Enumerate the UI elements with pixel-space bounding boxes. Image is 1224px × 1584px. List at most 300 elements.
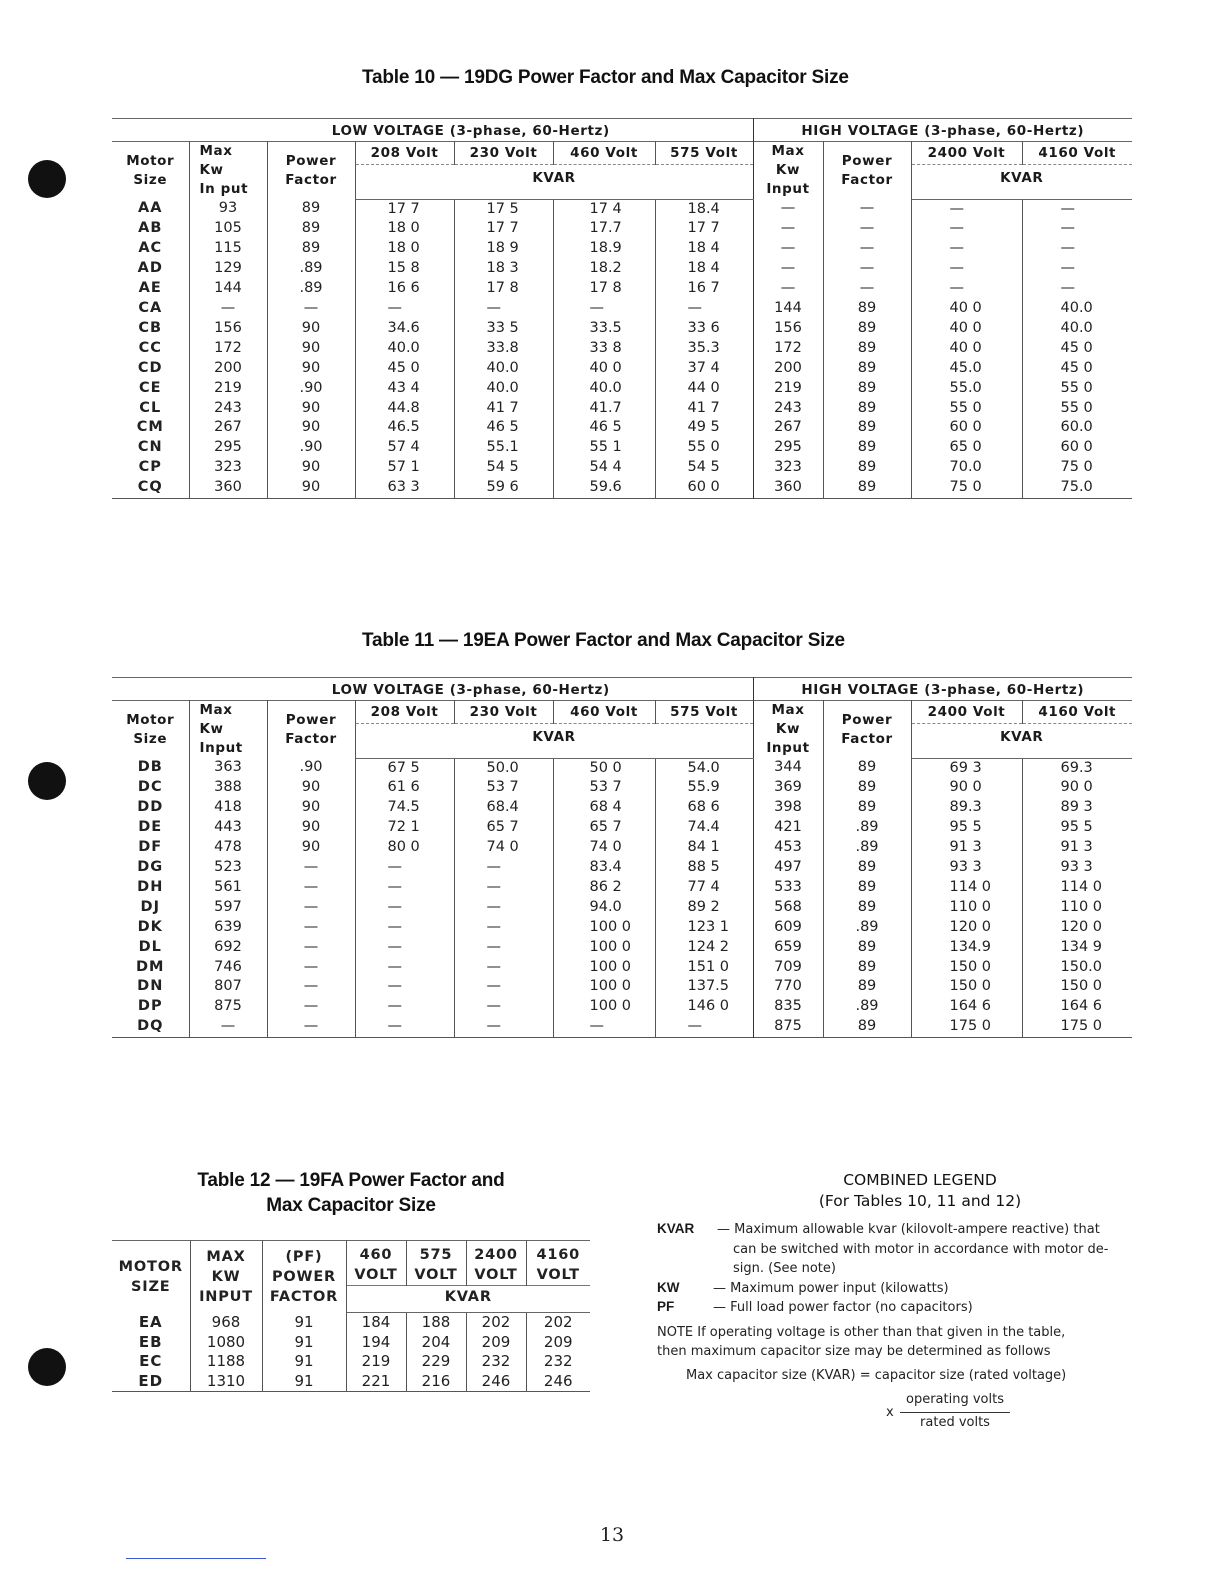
table-row	[112, 259, 1132, 279]
table-cell: 91 3	[1060, 839, 1093, 856]
table-cell: —	[553, 1017, 655, 1037]
table-row	[112, 399, 1132, 419]
table-cell: —	[454, 898, 553, 918]
table-cell: 770	[753, 977, 823, 997]
motor-size-cell: DJ	[112, 898, 189, 918]
table-cell: 229	[406, 1352, 466, 1372]
table-cell: 398	[753, 798, 823, 818]
table-row	[112, 977, 1132, 997]
col-230-volt: 230 Volt	[454, 701, 553, 724]
col-factor-label: Factor	[841, 730, 893, 747]
col-max-label: Max	[771, 143, 805, 159]
table-cell: —	[267, 918, 355, 938]
table-cell: 568	[753, 898, 823, 918]
table-cell: 61 6	[355, 778, 454, 798]
col-230-volt: 230 Volt	[454, 142, 553, 165]
table-cell: 46 5	[454, 418, 553, 438]
motor-size-cell: DL	[112, 938, 189, 958]
table-cell: 75.0	[1060, 479, 1093, 496]
table-12	[112, 1240, 590, 1392]
table-row	[112, 1017, 1132, 1037]
table-row	[112, 818, 1132, 838]
table-cell: 67 5	[355, 758, 454, 778]
table-cell: 91	[262, 1352, 346, 1372]
table-cell: 41 7	[454, 399, 553, 419]
table-cell: 875	[189, 997, 267, 1017]
table-cell: 40.0	[1060, 300, 1093, 317]
table-cell: —	[553, 299, 655, 319]
table-cell: 60 0	[1060, 439, 1093, 456]
table-cell: 18.9	[553, 239, 655, 259]
col-4160-volt: 4160 Volt	[1038, 703, 1117, 720]
motor-size-cell: DH	[112, 878, 189, 898]
table-cell: 1080	[190, 1333, 262, 1353]
col-208-volt: 208 Volt	[355, 701, 454, 724]
table-cell: 91	[262, 1313, 346, 1333]
legend-subtitle: (For Tables 10, 11 and 12)	[818, 1192, 1022, 1210]
table-cell: 267	[753, 418, 823, 438]
table-12-title	[112, 1168, 590, 1218]
table-cell: 746	[189, 958, 267, 978]
motor-size-cell: DK	[112, 918, 189, 938]
table-cell: 219	[189, 379, 267, 399]
table-11-title: Table 11 — 19EA Power Factor and Max Capacitor Size	[362, 630, 845, 651]
table-cell: 120 0	[911, 918, 1022, 938]
table-cell: —	[753, 239, 823, 259]
table-cell: 561	[189, 878, 267, 898]
table-cell: —	[655, 1017, 753, 1037]
table-cell: 93 3	[1060, 859, 1093, 876]
table-cell: 77 4	[655, 878, 753, 898]
table-cell: 150 0	[1060, 978, 1103, 995]
table-cell: 44.8	[355, 399, 454, 419]
table-cell: —	[454, 918, 553, 938]
table-row	[112, 958, 1132, 978]
table-cell: —	[655, 299, 753, 319]
table-cell: 114 0	[911, 878, 1022, 898]
table-cell: 33 8	[553, 339, 655, 359]
table-cell: 246	[543, 1371, 573, 1390]
table-cell: 69.3	[1060, 759, 1093, 776]
table-cell: 219	[346, 1352, 406, 1372]
legend-heading	[760, 1170, 1080, 1212]
motor-size-cell: DN	[112, 977, 189, 997]
table-cell: .90	[267, 758, 355, 778]
table-cell: 40.0	[454, 359, 553, 379]
table-cell: 89	[823, 478, 911, 498]
table-row	[112, 798, 1132, 818]
col-input-label: In put	[199, 181, 249, 197]
table-cell: 40 0	[911, 299, 1022, 319]
col-575: 575	[419, 1247, 453, 1263]
table-cell: —	[753, 279, 823, 299]
motor-size-cell: CC	[112, 339, 189, 359]
table-cell: 55.0	[911, 379, 1022, 399]
table-cell: 134.9	[911, 938, 1022, 958]
table-cell: 175 0	[1060, 1018, 1103, 1035]
table-cell: 150 0	[911, 977, 1022, 997]
table-cell: 709	[753, 958, 823, 978]
binder-hole	[28, 160, 66, 198]
table-cell: 59 6	[454, 478, 553, 498]
table-cell: 94.0	[553, 898, 655, 918]
table-cell: 360	[753, 478, 823, 498]
table-cell: 43 4	[355, 379, 454, 399]
col-kw-label: Kw	[199, 162, 224, 178]
table-cell: 60 0	[911, 418, 1022, 438]
table-cell: 89	[823, 319, 911, 339]
table-cell: 609	[753, 918, 823, 938]
table-cell: 75 0	[1060, 459, 1093, 476]
table-cell: 15 8	[355, 259, 454, 279]
table-cell: 55.1	[454, 438, 553, 458]
table-cell: 68 4	[553, 798, 655, 818]
table-cell: —	[189, 299, 267, 319]
table-row	[112, 319, 1132, 339]
table-cell: —	[267, 958, 355, 978]
table-cell: —	[355, 938, 454, 958]
legend-title: COMBINED LEGEND	[843, 1171, 997, 1189]
table-row	[112, 778, 1132, 798]
col-max-label: Max	[199, 143, 233, 159]
table-12-title-line1: Table 12 — 19FA Power Factor and	[197, 1170, 505, 1191]
table-cell: 93	[189, 199, 267, 219]
col-power-label: Power	[285, 152, 337, 169]
table-cell: .90	[267, 379, 355, 399]
table-cell: 89 3	[1060, 799, 1093, 816]
kvar-label-low: KVAR	[355, 724, 753, 750]
table-cell: 202	[466, 1313, 526, 1333]
col-kw-label: Kw	[775, 162, 801, 178]
table-row	[112, 219, 1132, 239]
motor-size-cell: DF	[112, 838, 189, 858]
table-cell: 323	[189, 458, 267, 478]
legend-kvar-key: KVAR	[657, 1221, 695, 1236]
table-cell: 89	[823, 878, 911, 898]
table-row	[112, 438, 1132, 458]
motor-size-cell: EB	[112, 1333, 190, 1353]
motor-size-cell: AE	[112, 279, 189, 299]
table-cell: 533	[753, 878, 823, 898]
col-input-label: Input	[199, 740, 243, 756]
table-cell: 40.0	[355, 339, 454, 359]
table-cell: 55 0	[655, 438, 753, 458]
table-cell: 89 2	[655, 898, 753, 918]
table-cell: 40 0	[911, 339, 1022, 359]
table-cell: —	[355, 918, 454, 938]
table-cell: 144	[189, 279, 267, 299]
col-size-label: SIZE	[131, 1278, 171, 1295]
table-cell: —	[454, 958, 553, 978]
col-pf-label: (PF)	[285, 1248, 323, 1265]
motor-size-cell: CL	[112, 399, 189, 419]
motor-size-cell: CD	[112, 359, 189, 379]
col-power-label: Power	[841, 152, 893, 169]
table-cell: 65 7	[454, 818, 553, 838]
table-cell: 209	[543, 1332, 573, 1351]
table-cell: —	[823, 199, 911, 219]
table-cell: 55.9	[655, 778, 753, 798]
col-max-label: MAX	[206, 1248, 246, 1265]
motor-size-cell: AC	[112, 239, 189, 259]
table-cell: 18 4	[655, 259, 753, 279]
table-cell: —	[355, 858, 454, 878]
table-cell: 41.7	[553, 399, 655, 419]
table-row	[112, 1352, 590, 1372]
table-cell: 267	[189, 418, 267, 438]
table-cell: 49 5	[655, 418, 753, 438]
table-cell: .89	[267, 279, 355, 299]
table-cell: —	[454, 1017, 553, 1037]
table-cell: 54.0	[655, 758, 753, 778]
table-cell: 40 0	[553, 359, 655, 379]
table-row	[112, 339, 1132, 359]
table-cell: 16 7	[655, 279, 753, 299]
table-cell: 200	[189, 359, 267, 379]
table-cell: 659	[753, 938, 823, 958]
table-row	[112, 478, 1132, 498]
table-cell: 83.4	[553, 858, 655, 878]
page-number: 13	[599, 1524, 625, 1546]
table-cell: —	[267, 898, 355, 918]
motor-size-cell: CM	[112, 418, 189, 438]
table-cell: 184	[346, 1313, 406, 1333]
table-cell: 40.0	[454, 379, 553, 399]
table-cell: 68.4	[454, 798, 553, 818]
table-cell: 323	[753, 458, 823, 478]
col-input-label: Input	[766, 740, 810, 756]
table-cell: 369	[753, 778, 823, 798]
table-cell: 89	[823, 977, 911, 997]
table-cell: 150 0	[911, 958, 1022, 978]
table-cell: —	[1060, 280, 1075, 297]
table-cell: 89	[267, 239, 355, 259]
legend-formula-left: Max capacitor size (KVAR) = capacitor size (rated voltage)	[686, 1368, 1067, 1383]
table-cell: 146 0	[655, 997, 753, 1017]
motor-size-cell: CE	[112, 379, 189, 399]
table-cell: 60.0	[1060, 419, 1093, 436]
table-cell: 807	[189, 977, 267, 997]
table-cell: 243	[189, 399, 267, 419]
table-cell: 70.0	[911, 458, 1022, 478]
table-cell: 17 4	[553, 199, 655, 219]
table-cell: 80 0	[355, 838, 454, 858]
table-cell: —	[911, 279, 1022, 299]
table-cell: 55 0	[1060, 379, 1093, 396]
table-row	[112, 838, 1132, 858]
col-motor-label: Motor	[126, 152, 175, 169]
col-460-volt: 460 Volt	[553, 701, 655, 724]
table-cell: 65 0	[911, 438, 1022, 458]
table-cell: 123 1	[655, 918, 753, 938]
table-cell: 188	[406, 1313, 466, 1333]
table-cell: 45 0	[1060, 339, 1093, 356]
table-cell: 144	[753, 299, 823, 319]
table-cell: 835	[753, 997, 823, 1017]
table-cell: —	[911, 199, 1022, 219]
legend-kvar-line2: can be switched with motor in accordance with motor de-	[733, 1242, 1109, 1257]
col-size-label: Size	[133, 730, 168, 747]
col-power-label: Power	[841, 711, 893, 728]
table-cell: —	[823, 219, 911, 239]
motor-size-cell: CB	[112, 319, 189, 339]
table-row	[112, 918, 1132, 938]
table-cell: 164 6	[911, 997, 1022, 1017]
table-cell: 443	[189, 818, 267, 838]
table-cell: 17 7	[454, 219, 553, 239]
col-4160: 4160	[536, 1247, 581, 1263]
legend-note-line2: then maximum capacitor size may be determined as follows	[657, 1344, 1051, 1359]
legend-kw-key: KW	[657, 1280, 680, 1295]
table-row	[112, 758, 1132, 778]
table-cell: 45 0	[1060, 359, 1093, 376]
low-voltage-header: LOW VOLTAGE (3-phase, 60-Hertz)	[189, 678, 753, 701]
table-cell: 89	[267, 219, 355, 239]
legend-kvar-line3: sign. (See note)	[733, 1261, 836, 1276]
motor-size-cell: CN	[112, 438, 189, 458]
table-cell: 50.0	[454, 758, 553, 778]
table-cell: 692	[189, 938, 267, 958]
col-208-volt: 208 Volt	[355, 142, 454, 165]
col-power-label: Power	[285, 711, 337, 728]
table-cell: 478	[189, 838, 267, 858]
table-cell: 100 0	[553, 997, 655, 1017]
table-cell: —	[753, 219, 823, 239]
motor-size-cell: ED	[112, 1372, 190, 1392]
table-cell: 72 1	[355, 818, 454, 838]
table-cell: 40 0	[911, 319, 1022, 339]
table-cell: 17 5	[454, 199, 553, 219]
col-460: 460	[359, 1247, 393, 1263]
table-cell: —	[267, 858, 355, 878]
table-cell: 295	[753, 438, 823, 458]
table-cell: 243	[753, 399, 823, 419]
table-cell: 151 0	[655, 958, 753, 978]
table-cell: 89.3	[911, 798, 1022, 818]
motor-size-cell: DB	[112, 758, 189, 778]
table-cell: 90	[267, 778, 355, 798]
col-max-label: Max	[771, 702, 805, 718]
low-voltage-header: LOW VOLTAGE (3-phase, 60-Hertz)	[189, 119, 753, 142]
table-cell: 216	[406, 1372, 466, 1392]
motor-size-cell: DD	[112, 798, 189, 818]
table-cell: —	[454, 299, 553, 319]
motor-size-cell: EC	[112, 1352, 190, 1372]
table-cell: 33 6	[655, 319, 753, 339]
table-cell: 90 0	[911, 778, 1022, 798]
table-cell: 17 7	[355, 199, 454, 219]
table-cell: 18 9	[454, 239, 553, 259]
col-volt: VOLT	[414, 1267, 458, 1283]
table-cell: 388	[189, 778, 267, 798]
table-cell: 91	[262, 1333, 346, 1353]
table-cell: 90	[267, 458, 355, 478]
table-cell: 421	[753, 818, 823, 838]
table-cell: 45 0	[355, 359, 454, 379]
table-cell: 156	[753, 319, 823, 339]
table-cell: —	[355, 878, 454, 898]
table-cell: 134 9	[1060, 938, 1103, 955]
table-cell: —	[1060, 240, 1075, 257]
table-cell: 33 5	[454, 319, 553, 339]
table-cell: —	[753, 259, 823, 279]
table-cell: 90	[267, 319, 355, 339]
table-cell: 89	[823, 1017, 911, 1037]
table-cell: —	[454, 858, 553, 878]
motor-size-cell: AA	[112, 199, 189, 219]
table-cell: —	[355, 958, 454, 978]
col-factor-label: Factor	[841, 171, 893, 188]
col-460-volt: 460 Volt	[553, 142, 655, 165]
table-row	[112, 199, 1132, 219]
kvar-label-high: KVAR	[911, 724, 1132, 750]
table-cell: 219	[753, 379, 823, 399]
table-cell: —	[911, 219, 1022, 239]
table-cell: —	[823, 239, 911, 259]
table-cell: 164 6	[1060, 998, 1103, 1015]
table-cell: 90	[267, 399, 355, 419]
table-cell: 50 0	[553, 758, 655, 778]
motor-size-cell: DG	[112, 858, 189, 878]
table-cell: —	[753, 199, 823, 219]
col-4160-volt: 4160 Volt	[1038, 144, 1117, 161]
table-row	[112, 1313, 590, 1333]
table-cell: 91 3	[911, 838, 1022, 858]
table-cell: —	[267, 977, 355, 997]
legend-formula-numerator: operating volts	[906, 1392, 1004, 1407]
col-input-label: Input	[766, 181, 810, 197]
table-cell: 55 0	[1060, 399, 1093, 416]
table-cell: 89	[823, 458, 911, 478]
col-kw-label: Kw	[199, 721, 224, 737]
table-cell: 639	[189, 918, 267, 938]
table-cell: 105	[189, 219, 267, 239]
table-row	[112, 359, 1132, 379]
table-cell: 37 4	[655, 359, 753, 379]
table-cell: 89	[823, 758, 911, 778]
table-cell: 110 0	[911, 898, 1022, 918]
table-cell: 74 0	[454, 838, 553, 858]
table-cell: 175 0	[911, 1017, 1022, 1037]
col-motor-label: MOTOR	[118, 1258, 183, 1275]
table-cell: 17.7	[553, 219, 655, 239]
table-cell: 33.8	[454, 339, 553, 359]
table-cell: 1310	[190, 1372, 262, 1392]
table-11	[112, 677, 1132, 1038]
col-factor-label: FACTOR	[269, 1288, 339, 1305]
table-cell: 34.6	[355, 319, 454, 339]
col-volt: VOLT	[536, 1267, 580, 1283]
footer-rule	[126, 1558, 266, 1559]
table-cell: 44 0	[655, 379, 753, 399]
table-cell: 55 1	[553, 438, 655, 458]
high-voltage-header: HIGH VOLTAGE (3-phase, 60-Hertz)	[801, 682, 1085, 698]
binder-hole	[28, 1348, 66, 1386]
table-cell: —	[189, 1017, 267, 1037]
table-cell: 360	[189, 478, 267, 498]
kvar-label: KVAR	[346, 1286, 590, 1309]
motor-size-cell: CQ	[112, 478, 189, 498]
table-cell: 875	[753, 1017, 823, 1037]
table-cell: 95 5	[911, 818, 1022, 838]
table-cell: —	[1060, 260, 1075, 277]
table-cell: 54 5	[655, 458, 753, 478]
table-cell: 84 1	[655, 838, 753, 858]
col-factor-label: Factor	[285, 171, 337, 188]
table-cell: 115	[189, 239, 267, 259]
table-cell: 89	[823, 438, 911, 458]
table-cell: 89	[823, 958, 911, 978]
